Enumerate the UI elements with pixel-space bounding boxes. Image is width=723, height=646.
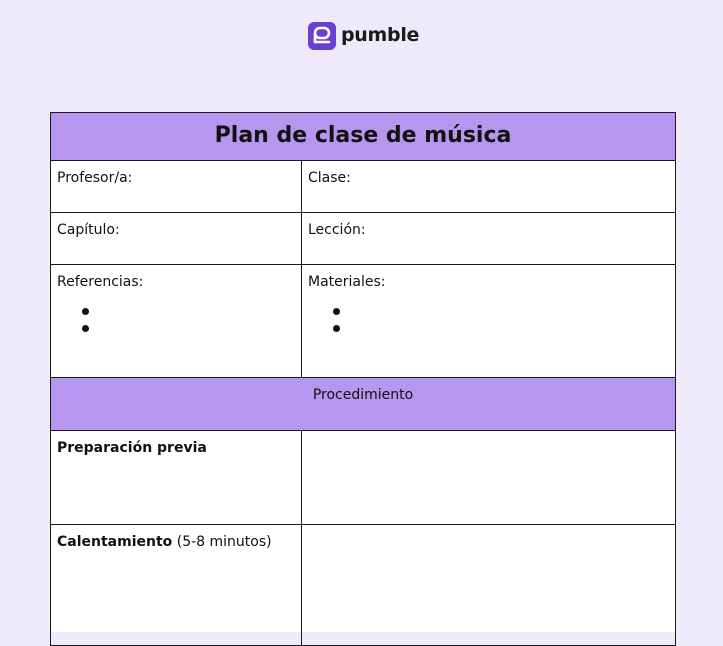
materials-list bbox=[302, 303, 675, 337]
title-cell bbox=[51, 113, 676, 161]
chapter-cell[interactable] bbox=[51, 213, 302, 265]
class-label: Clase: bbox=[308, 170, 351, 186]
document-title: Plan de clase de música bbox=[214, 122, 512, 148]
step-label-cell[interactable] bbox=[51, 525, 302, 646]
materials-bullet[interactable] bbox=[330, 320, 675, 337]
references-bullet[interactable] bbox=[79, 303, 301, 320]
lesson-plan-document bbox=[50, 112, 675, 632]
references-cell[interactable] bbox=[51, 265, 302, 378]
pumble-wordmark: pumble bbox=[341, 24, 420, 46]
materials-label: Materiales: bbox=[308, 274, 386, 290]
lesson-cell[interactable] bbox=[302, 213, 676, 265]
step-detail: (5-8 minutos) bbox=[172, 534, 272, 550]
references-bullet[interactable] bbox=[79, 320, 301, 337]
teacher-label: Profesor/a: bbox=[57, 170, 133, 186]
step-content-cell[interactable] bbox=[302, 525, 676, 646]
step-title-text: Preparación previa bbox=[57, 440, 207, 456]
step-title bbox=[51, 525, 301, 551]
step-content-cell[interactable] bbox=[302, 431, 676, 525]
step-title bbox=[51, 431, 301, 457]
materials-bullet[interactable] bbox=[330, 303, 675, 320]
pumble-logo-icon bbox=[308, 22, 336, 50]
pumble-logo bbox=[308, 21, 419, 50]
teacher-cell[interactable] bbox=[51, 161, 302, 213]
step-title-text: Calentamiento bbox=[57, 534, 173, 550]
lesson-plan-table bbox=[50, 112, 676, 646]
references-list bbox=[51, 303, 301, 337]
materials-cell[interactable] bbox=[302, 265, 676, 378]
lesson-label: Lección: bbox=[308, 222, 366, 238]
procedure-header-cell bbox=[51, 378, 676, 431]
references-label: Referencias: bbox=[57, 274, 144, 290]
class-cell[interactable] bbox=[302, 161, 676, 213]
step-label-cell[interactable] bbox=[51, 431, 302, 525]
chapter-label: Capítulo: bbox=[57, 222, 120, 238]
procedure-heading: Procedimiento bbox=[312, 387, 414, 403]
